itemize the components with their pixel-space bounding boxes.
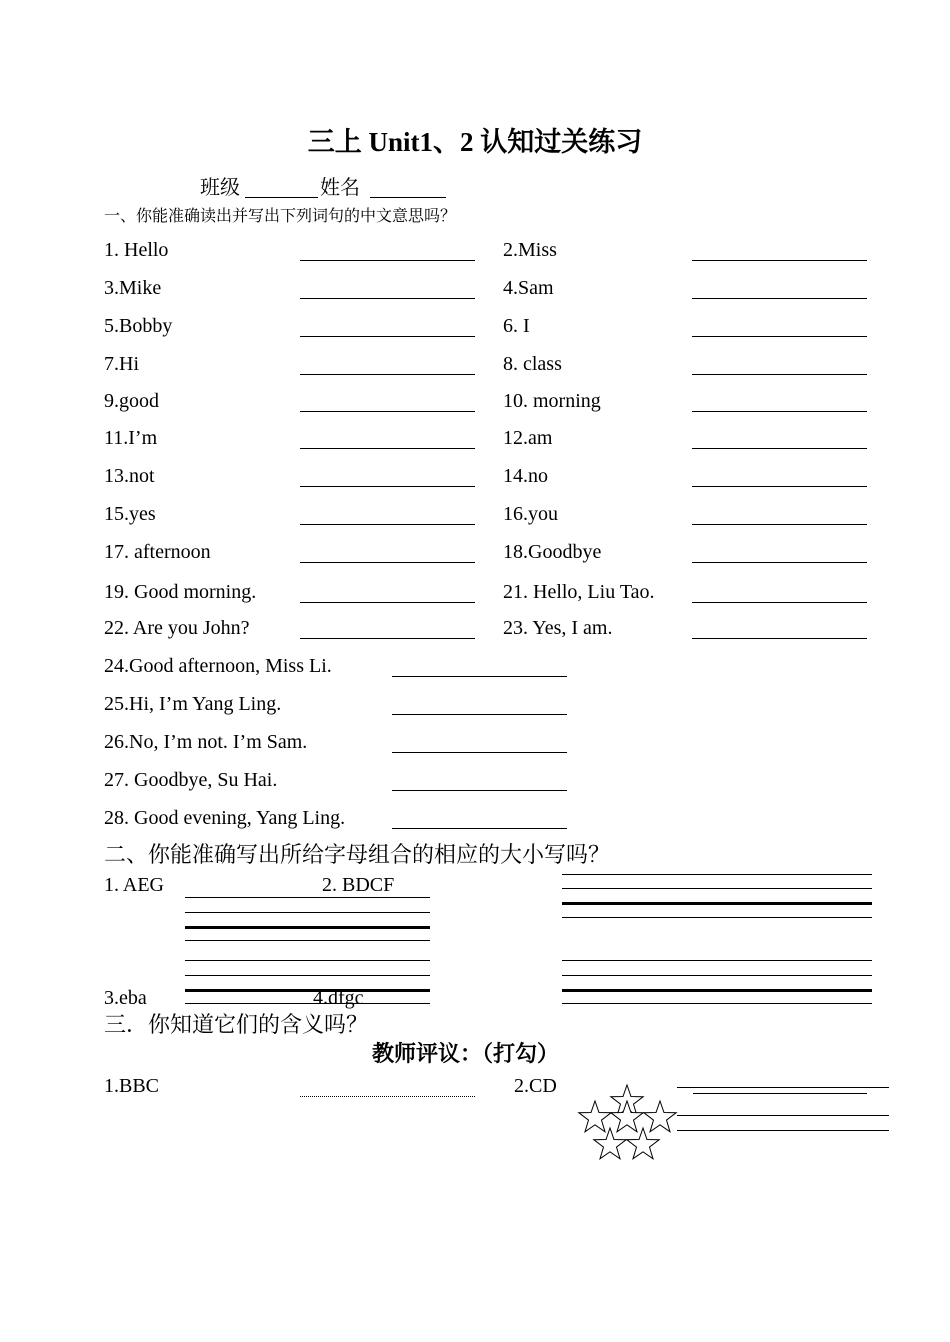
answer-blank[interactable] [300,336,475,337]
section2-item: 1. AEG [104,874,164,896]
star-icon[interactable] [611,1101,643,1132]
comment-line[interactable] [677,1130,889,1131]
vocab-item: 7.Hi [104,353,139,375]
comment-line[interactable] [677,1087,889,1088]
vocab-item: 11.I’m [104,427,158,449]
answer-blank[interactable] [300,602,475,603]
star-icon[interactable] [579,1101,611,1132]
answer-blank[interactable] [692,486,867,487]
class-blank[interactable] [245,197,318,198]
vocab-item: 9.good [104,390,159,412]
writing-line[interactable] [562,888,872,889]
writing-line[interactable] [562,1003,872,1004]
writing-line[interactable] [185,912,430,913]
writing-line[interactable] [185,1003,430,1004]
class-label: 班级 [200,177,240,199]
writing-line[interactable] [185,989,430,992]
vocab-item: 12.am [503,427,553,449]
answer-blank[interactable] [300,260,475,261]
vocab-item: 5.Bobby [104,315,173,337]
sentence-item: 25.Hi, I’m Yang Ling. [104,693,282,715]
writing-line[interactable] [185,960,430,961]
star-icon[interactable] [627,1128,659,1159]
teacher-comment-label: 教师评议：（打勾） [372,1041,560,1066]
section1-heading: 一、你能准确读出并写出下列词句的中文意思吗？ [104,208,457,225]
answer-blank[interactable] [392,790,567,791]
section2-heading: 二、你能准确写出所给字母组合的相应的大小写吗？ [104,842,611,867]
answer-blank[interactable] [692,298,867,299]
vocab-item: 15.yes [104,503,156,525]
comment-line[interactable] [677,1115,889,1116]
vocab-item: 2.Miss [503,239,557,261]
answer-blank[interactable] [693,1093,867,1094]
answer-blank[interactable] [300,411,475,412]
sentence-item: 24.Good afternoon, Miss Li. [104,655,332,677]
answer-blank[interactable] [300,562,475,563]
page-title: 三上 Unit1、2 认知过关练习 [307,127,643,157]
vocab-item: 1. Hello [104,239,169,261]
answer-blank[interactable] [300,486,475,487]
sentence-item: 27. Goodbye, Su Hai. [104,769,278,791]
answer-blank[interactable] [692,602,867,603]
answer-blank[interactable] [692,524,867,525]
writing-line[interactable] [562,989,872,992]
writing-line[interactable] [562,874,872,875]
answer-blank[interactable] [692,448,867,449]
answer-blank[interactable] [392,828,567,829]
writing-line[interactable] [185,926,430,929]
vocab-item: 21. Hello, Liu Tao. [503,581,655,603]
answer-blank[interactable] [300,1096,475,1097]
vocab-item: 22. Are you John? [104,617,250,639]
answer-blank[interactable] [692,638,867,639]
section2-item: 3.eba [104,987,147,1009]
star-icon[interactable] [644,1101,676,1132]
answer-blank[interactable] [300,374,475,375]
answer-blank[interactable] [692,336,867,337]
answer-blank[interactable] [692,260,867,261]
writing-line[interactable] [562,975,872,976]
answer-blank[interactable] [300,298,475,299]
answer-blank[interactable] [392,714,567,715]
writing-line[interactable] [562,917,872,918]
star-icon[interactable] [594,1128,626,1159]
vocab-item: 8. class [503,353,562,375]
answer-blank[interactable] [692,374,867,375]
name-blank[interactable] [370,197,446,198]
writing-line[interactable] [185,940,430,941]
vocab-item: 3.Mike [104,277,162,299]
vocab-item: 13.not [104,465,155,487]
answer-blank[interactable] [300,524,475,525]
sentence-item: 26.No, I’m not. I’m Sam. [104,731,308,753]
answer-blank[interactable] [300,638,475,639]
vocab-item: 14.no [503,465,548,487]
vocab-item: 17. afternoon [104,541,211,563]
sentence-item: 28. Good evening, Yang Ling. [104,807,346,829]
name-label: 姓名 [320,177,360,199]
answer-blank[interactable] [392,752,567,753]
answer-blank[interactable] [392,676,567,677]
answer-blank[interactable] [692,562,867,563]
vocab-item: 18.Goodbye [503,541,602,563]
vocab-item: 19. Good morning. [104,581,257,603]
rating-stars[interactable] [570,1080,690,1170]
section3-heading: 三．你知道它们的含义吗？ [104,1012,369,1037]
section3-item: 2.CD [514,1075,557,1097]
writing-line[interactable] [185,975,430,976]
section2-item: 4.dfgc [313,987,364,1009]
writing-line[interactable] [185,897,430,898]
section3-item: 1.BBC [104,1075,160,1097]
section2-item: 2. BDCF [322,874,395,896]
vocab-item: 16.you [503,503,558,525]
answer-blank[interactable] [300,448,475,449]
answer-blank[interactable] [692,411,867,412]
vocab-item: 6. I [503,315,530,337]
vocab-item: 4.Sam [503,277,554,299]
vocab-item: 10. morning [503,390,601,412]
vocab-item: 23. Yes, I am. [503,617,613,639]
writing-line[interactable] [562,960,872,961]
writing-line[interactable] [562,902,872,905]
